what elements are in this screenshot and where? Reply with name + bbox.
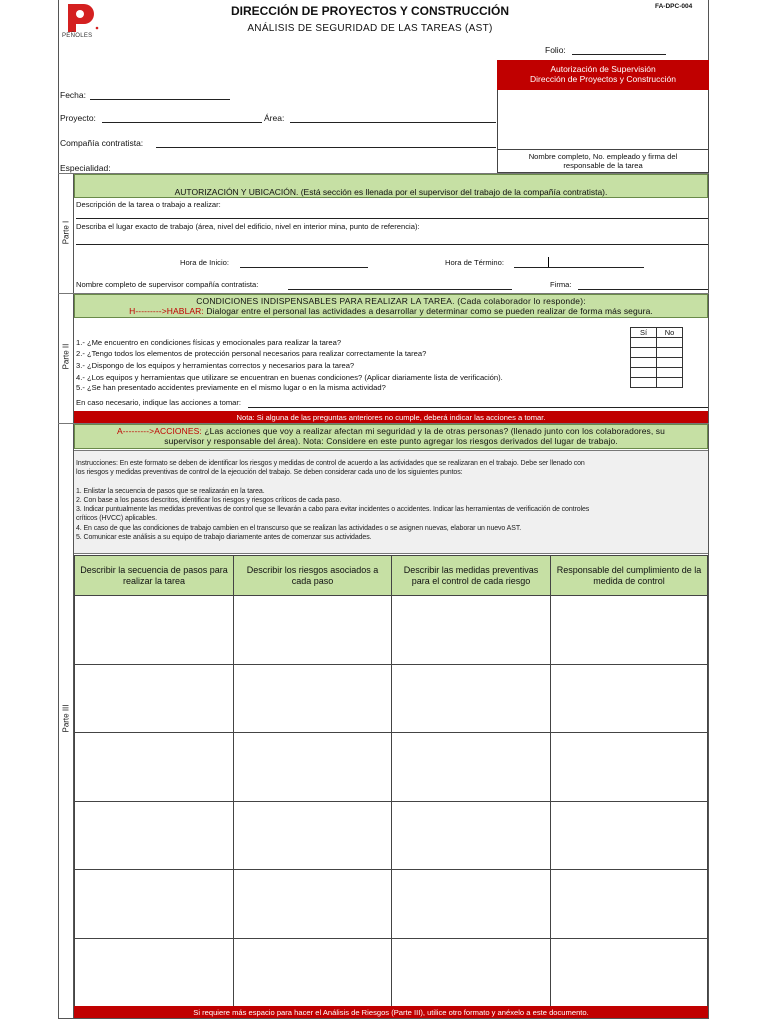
analysis-cell[interactable] <box>391 801 551 871</box>
logo-text: PEÑOLES <box>62 33 93 39</box>
q1-si-checkbox[interactable] <box>631 338 657 348</box>
analysis-cell[interactable] <box>74 732 234 802</box>
auth-box-header: Autorización de Supervisión Dirección de Proyectos y Construcción <box>497 60 709 90</box>
parte2-side-label: Parte II <box>61 343 71 370</box>
analysis-cell[interactable] <box>74 869 234 939</box>
analysis-cell[interactable] <box>550 938 708 1008</box>
parte3-header: A--------->ACCIONES: ¿Las acciones que voy a realizar afectan mi seguridad y la de otras personas? (llenado junto con los colaboradores, su supervisor y responsable del área). Nota: Considere en este punto agregar los riesgos derivados del lugar de trabajo. <box>74 424 708 449</box>
analysis-cell[interactable] <box>550 801 708 871</box>
q3-si-checkbox[interactable] <box>631 358 657 368</box>
lugar-field[interactable] <box>76 244 708 245</box>
question-3: 3.- ¿Dispongo de los equipos y herramientas correctos y necesarios para la tarea? <box>76 361 355 370</box>
analysis-cell[interactable] <box>233 801 392 871</box>
analysis-cell[interactable] <box>391 664 551 734</box>
acciones-label: En caso necesario, indique las acciones a tomar: <box>76 398 242 407</box>
parte1-side-label: Parte I <box>61 220 71 245</box>
q5-no-checkbox[interactable] <box>657 378 683 388</box>
analysis-cell[interactable] <box>550 595 708 665</box>
footer-note: Si requiere más espacio para hacer el Análisis de Riesgos (Parte III), utilice otro formato y anéxelo a este documento. <box>74 1006 708 1018</box>
analysis-cell[interactable] <box>550 664 708 734</box>
instructions-line-2: los riesgos y medidas preventivas de control de la ejecución del trabajo. Se deben considerar cada uno de los siguientes puntos: <box>76 469 463 476</box>
penoles-logo <box>62 2 104 42</box>
step-5: 5. Comunicar este análisis a su equipo de trabajo diariamente antes de comenzar sus actividades. <box>76 534 372 541</box>
parte2-nota: Nota: Si alguna de las preguntas anteriores no cumple, deberá indicar las acciones a tomar. <box>74 411 708 423</box>
compania-label: Compañía contratista: <box>60 138 144 148</box>
analysis-cell[interactable] <box>233 595 392 665</box>
supervisor-label: Nombre completo de supervisor compañía contratista: <box>76 280 259 289</box>
col-header-medidas: Describir las medidas preventivas para el control de cada riesgo <box>391 555 551 596</box>
analysis-cell[interactable] <box>74 938 234 1008</box>
step-1: 1. Enlistar la secuencia de pasos que se realizarán en la tarea. <box>76 488 265 495</box>
q1-no-checkbox[interactable] <box>657 338 683 348</box>
page-subtitle: ANÁLISIS DE SEGURIDAD DE LAS TAREAS (AST) <box>247 23 493 34</box>
analysis-cell[interactable] <box>74 595 234 665</box>
analysis-cell[interactable] <box>391 869 551 939</box>
fecha-label: Fecha: <box>60 90 86 100</box>
question-5: 5.- ¿Se han presentado accidentes previamente en el mismo lugar o en la misma actividad? <box>76 383 386 392</box>
col-header-responsable: Responsable del cumplimiento de la medida de control <box>550 555 708 596</box>
penoles-logo-icon <box>62 2 104 34</box>
step-4: 4. En caso de que las condiciones de trabajo cambien en el transcurso que se realizan las actividades o se asignen nuevas, elaborar un nuevo AST. <box>76 525 522 532</box>
lugar-label: Describa el lugar exacto de trabajo (área, nivel del edificio, nivel en interior mina, punto de referencia): <box>76 222 420 231</box>
proyecto-field[interactable] <box>102 122 262 123</box>
question-2: 2.- ¿Tengo todos los elementos de protección personal necesarios para realizar correctamente la tarea? <box>76 349 427 358</box>
analysis-cell[interactable] <box>391 938 551 1008</box>
col-no-header: No <box>657 328 683 338</box>
auth-box-footer: Nombre completo, No. empleado y firma del responsable de la tarea <box>497 149 709 174</box>
q3-no-checkbox[interactable] <box>657 358 683 368</box>
hablar-text: Dialogar entre el personal las actividades a desarrollar y determinar como se pueden realizar de forma más segura. <box>203 306 653 316</box>
text-cursor <box>548 257 549 267</box>
step-3: 3. Indicar puntualmente las medidas preventivas de control que se llevarán a cabo para evitar incidentes o accidentes. Indicar las herramientas de verificación de controles <box>76 506 590 513</box>
proyecto-label: Proyecto: <box>60 113 96 123</box>
analysis-cell[interactable] <box>233 938 392 1008</box>
hora-termino-field[interactable] <box>514 267 644 268</box>
compania-field[interactable] <box>156 147 496 148</box>
q2-si-checkbox[interactable] <box>631 348 657 358</box>
page-title: DIRECCIÓN DE PROYECTOS Y CONSTRUCCIÓN <box>230 4 510 18</box>
analysis-cell[interactable] <box>391 595 551 665</box>
analysis-cell[interactable] <box>550 869 708 939</box>
form-code: FA-DPC-004 <box>655 3 693 10</box>
col-header-riesgos: Describir los riesgos asociados a cada paso <box>233 555 392 596</box>
analysis-cell[interactable] <box>550 732 708 802</box>
analysis-cell[interactable] <box>74 801 234 871</box>
parte3-side-label: Parte III <box>61 704 71 733</box>
question-1: 1.- ¿Me encuentro en condiciones físicas y emocionales para realizar la tarea? <box>76 338 342 347</box>
q4-no-checkbox[interactable] <box>657 368 683 378</box>
folio-field[interactable] <box>572 54 666 55</box>
analysis-cell[interactable] <box>233 869 392 939</box>
question-4: 4.- ¿Los equipos y herramientas que utilizare se encuentran en buenas condiciones? (Aplicar diariamente lista de verificación). <box>76 373 503 382</box>
col-header-pasos: Describir la secuencia de pasos para realizar la tarea <box>74 555 234 596</box>
analysis-cell[interactable] <box>233 732 392 802</box>
q4-si-checkbox[interactable] <box>631 368 657 378</box>
q2-no-checkbox[interactable] <box>657 348 683 358</box>
acciones-field[interactable] <box>248 407 708 408</box>
area-field[interactable] <box>290 122 496 123</box>
step-2: 2. Con base a los pasos descritos, identificar los riesgos y riesgos críticos de cada paso. <box>76 497 342 504</box>
q5-si-checkbox[interactable] <box>631 378 657 388</box>
analysis-cell[interactable] <box>391 732 551 802</box>
fecha-field[interactable] <box>90 99 230 100</box>
parte2-header: CONDICIONES INDISPENSABLES PARA REALIZAR LA TAREA. (Cada colaborador lo responde): H--------->HABLAR: Dialogar entre el personal las actividades a desarrollar y determinar como se pueden realizar de forma más segura. <box>74 294 708 318</box>
acciones-text: ¿Las acciones que voy a realizar afectan mi seguridad y la de otras personas? (llenado junto con los colaboradores, su <box>201 426 665 436</box>
instructions-line-1: Instrucciones: En este formato se deben de identificar los riesgos y medidas de control de acuerdo a las actividades que se realizaran en el trabajo. Debe ser llenado con <box>76 460 585 467</box>
col-si-header: Sí <box>631 328 657 338</box>
hora-inicio-field[interactable] <box>240 267 368 268</box>
auth-signature-area[interactable] <box>497 90 709 148</box>
supervisor-field[interactable] <box>288 289 512 290</box>
condiciones-checklist <box>630 327 683 388</box>
acciones-prefix: A--------->ACCIONES: <box>116 426 202 436</box>
especialidad-label: Especialidad: <box>60 163 111 173</box>
descripcion-field[interactable] <box>76 218 708 219</box>
hablar-prefix: H--------->HABLAR: <box>129 306 204 316</box>
analysis-cell[interactable] <box>74 664 234 734</box>
parte1-header: AUTORIZACIÓN Y UBICACIÓN. (Está sección es llenada por el supervisor del trabajo de la compañía contratista). <box>74 174 708 198</box>
descripcion-label: Descripción de la tarea o trabajo a realizar: <box>76 200 221 209</box>
step-3-cont: críticos (HVCC) aplicables. <box>76 515 157 522</box>
firma-label: Firma: <box>550 280 572 289</box>
firma-field[interactable] <box>578 289 708 290</box>
hora-inicio-label: Hora de Inicio: <box>180 258 229 267</box>
analysis-cell[interactable] <box>233 664 392 734</box>
hora-termino-label: Hora de Término: <box>445 258 504 267</box>
folio-label: Folio: <box>545 45 566 55</box>
area-label: Área: <box>264 113 285 123</box>
